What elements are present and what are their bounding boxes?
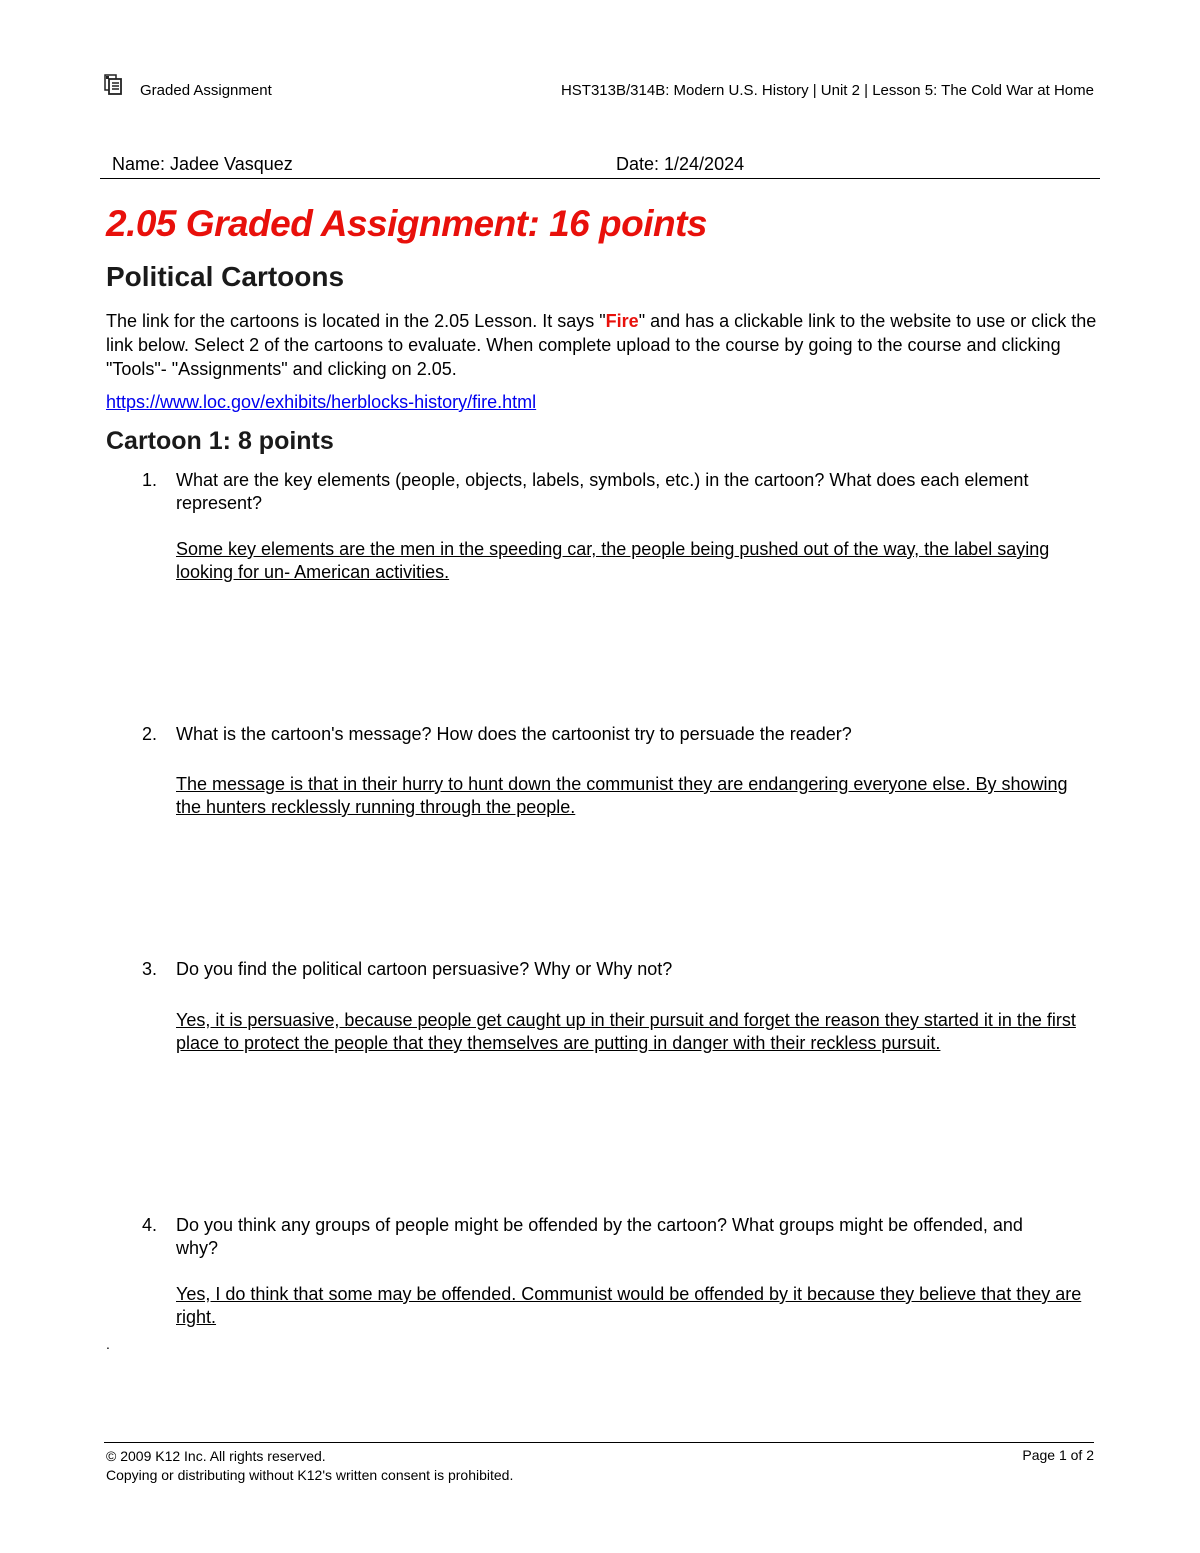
footer-copyright: © 2009 K12 Inc. All rights reserved. (106, 1448, 326, 1464)
name-date-row (100, 154, 1100, 179)
answer-1: Some key elements are the men in the speeding car, the people being pushed out of the way, the label saying looking for un- American activities. (176, 539, 1050, 582)
student-name: Name: Jadee Vasquez (112, 154, 293, 174)
footer-notice: Copying or distributing without K12's written consent is prohibited. (106, 1467, 514, 1483)
instructions-paragraph (106, 309, 1106, 381)
cartoons-website-link[interactable]: https://www.loc.gov/exhibits/herblocks-history/fire.html (106, 392, 537, 412)
question-3 (142, 958, 1062, 981)
question-number: 4. (142, 1215, 158, 1235)
stray-mark: . (106, 1336, 110, 1352)
question-2 (142, 723, 1062, 746)
assignment-subtitle: Political Cartoons (106, 261, 345, 292)
assignment-date: Date: 1/24/2024 (616, 154, 745, 174)
footer-copyright-block (106, 1447, 513, 1485)
question-text: What is the cartoon's message? How does the cartoonist try to persuade the reader? (176, 724, 852, 744)
instructions-text-start: The link for the cartoons is located in the 2.05 Lesson. It says " (106, 311, 606, 331)
answer-3: Yes, it is persuasive, because people get caught up in their pursuit and forget the reason they started it in the first place to protect the people that they themselves are putting in danger with their reckless pursuit. (176, 1010, 1076, 1053)
question-text: Do you think any groups of people might be offended by the cartoon? What groups might be offended, and why? (176, 1215, 1023, 1258)
header-doc-type: Graded Assignment (140, 82, 272, 99)
question-number: 1. (142, 470, 158, 490)
instructions-text-end: " and has a clickable link to the website to use or click the link below. Select 2 of the cartoons to evaluate. When complete upload to the course by going to the course and clicking "Tools"- "Assignments" and clicking on 2.05. (106, 311, 1097, 379)
header-course-info: HST313B/314B: Modern U.S. History | Unit 2 | Lesson 5: The Cold War at Home (560, 82, 1094, 99)
question-4 (142, 1214, 1062, 1260)
question-text: What are the key elements (people, objects, labels, symbols, etc.) in the cartoon? What does each element represent? (176, 470, 1029, 513)
question-number: 3. (142, 959, 158, 979)
assignment-title: 2.05 Graded Assignment: 16 points (106, 203, 708, 244)
question-1 (142, 469, 1062, 515)
answer-4: Yes, I do think that some may be offended. Communist would be offended by it because they believe that they are right. (176, 1284, 1082, 1327)
section-heading-cartoon-1: Cartoon 1: 8 points (106, 427, 334, 455)
question-text: Do you find the political cartoon persuasive? Why or Why not? (176, 959, 673, 979)
answer-2: The message is that in their hurry to hunt down the communist they are endangering everyone else. By showing the hunters recklessly running through the people. (176, 774, 1068, 817)
document-stack-icon (104, 74, 124, 96)
page-number: Page 1 of 2 (1022, 1447, 1094, 1463)
footer-divider (104, 1442, 1094, 1443)
question-number: 2. (142, 724, 158, 744)
fire-keyword: Fire (605, 311, 639, 331)
